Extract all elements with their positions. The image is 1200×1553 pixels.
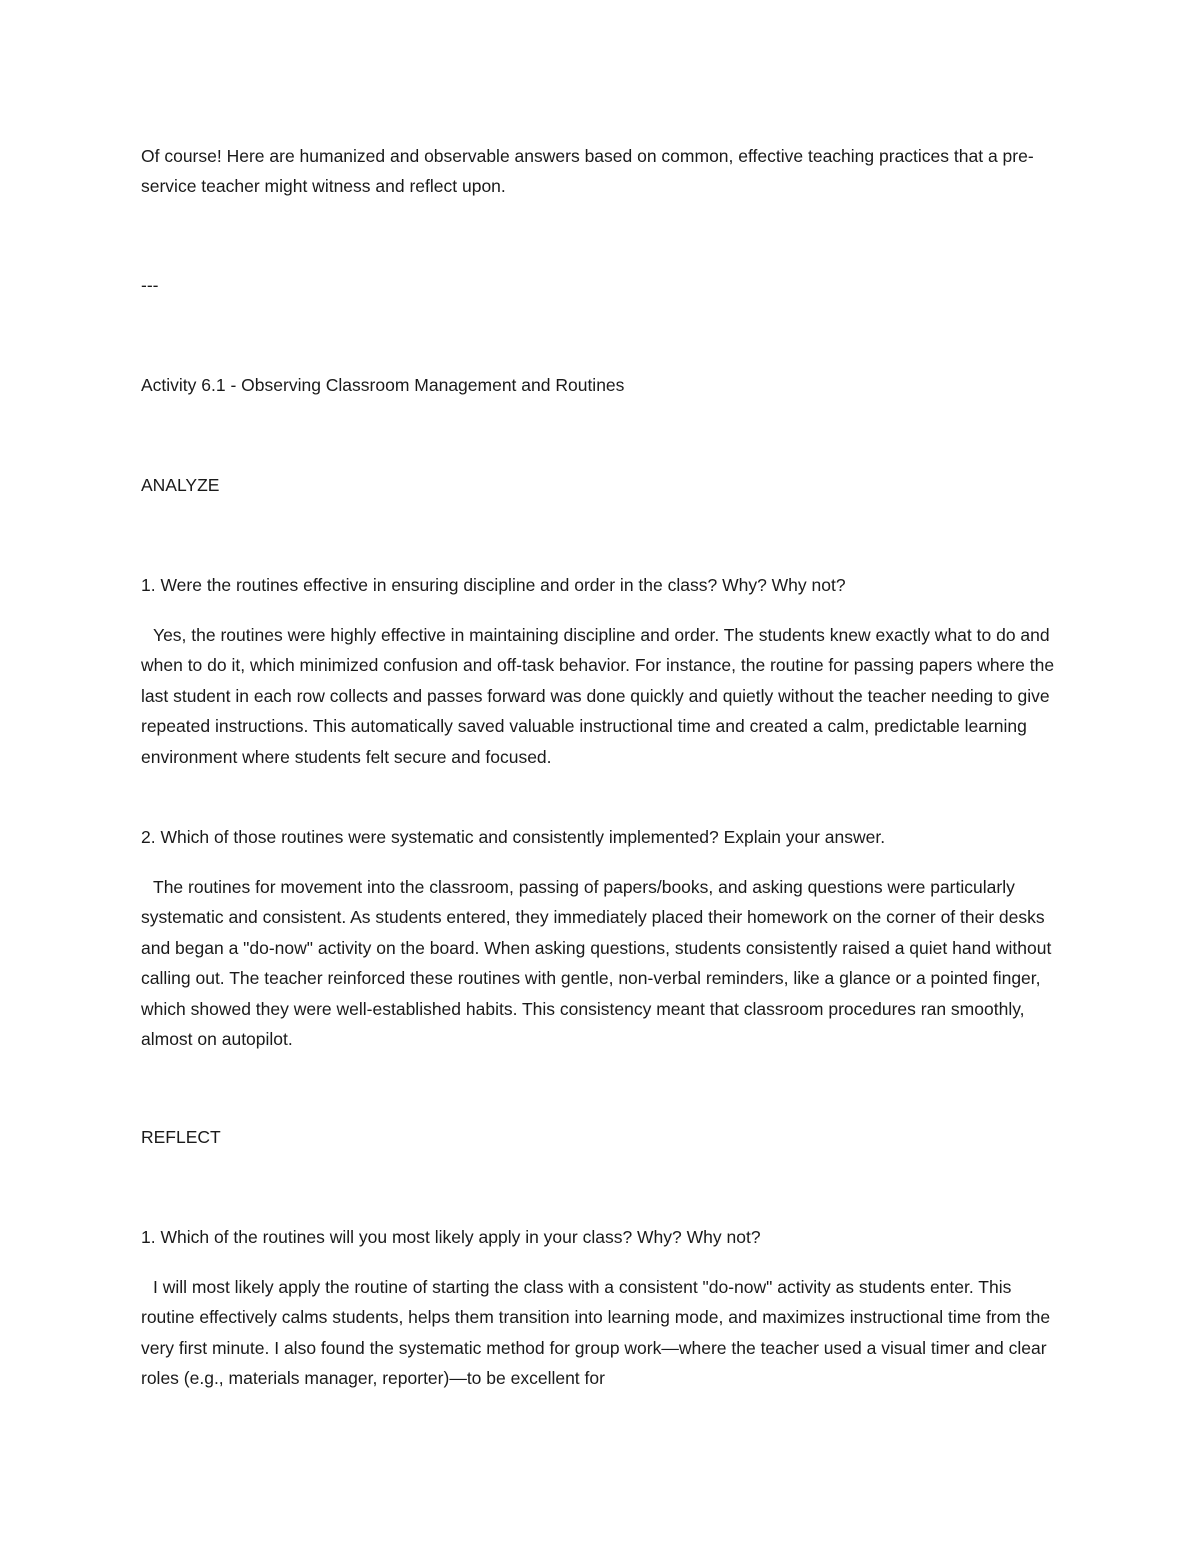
intro-paragraph bbox=[141, 141, 1066, 202]
separator-text: --- bbox=[141, 275, 159, 295]
analyze-question-1 bbox=[141, 570, 1066, 600]
reflect-question-1-text: 1. Which of the routines will you most likely apply in your class? Why? Why not? bbox=[141, 1227, 761, 1247]
analyze-heading-text: ANALYZE bbox=[141, 475, 220, 495]
analyze-answer-1-text: Yes, the routines were highly effective in maintaining discipline and order. The students knew exactly what to do and when to do it, which minimized confusion and off-task behavior. For instance, the routine for passing papers where the last student in each row collects and passes forward was done quickly and quietly without the teacher needing to give repeated instructions. This automatically saved valuable instructional time and created a calm, predictable learning environment where students felt secure and focused. bbox=[141, 625, 1055, 767]
analyze-question-2 bbox=[141, 822, 1066, 852]
activity-title bbox=[141, 370, 1066, 400]
analyze-question-1-text: 1. Were the routines effective in ensuring discipline and order in the class? Why? Why not? bbox=[141, 575, 846, 595]
analyze-answer-2 bbox=[141, 872, 1066, 1054]
reflect-heading bbox=[141, 1122, 1066, 1152]
separator bbox=[141, 270, 1066, 300]
intro-text: Of course! Here are humanized and observable answers based on common, effective teaching practices that a pre-service teacher might witness and reflect upon. bbox=[141, 146, 1034, 197]
analyze-question-2-text: 2. Which of those routines were systematic and consistently implemented? Explain your answer. bbox=[141, 827, 886, 847]
reflect-answer-1 bbox=[141, 1272, 1066, 1394]
reflect-question-1 bbox=[141, 1222, 1066, 1252]
reflect-answer-1-text: I will most likely apply the routine of starting the class with a consistent "do-now" activity as students enter. This routine effectively calms students, helps them transition into learning mode, and maximizes instructional time from the very first minute. I also found the systematic method for group work—where the teacher used a visual timer and clear roles (e.g., materials manager, reporter)—to be excellent for bbox=[141, 1277, 1051, 1389]
analyze-answer-1 bbox=[141, 620, 1066, 772]
analyze-heading bbox=[141, 470, 1066, 500]
reflect-heading-text: REFLECT bbox=[141, 1127, 221, 1147]
analyze-answer-2-text: The routines for movement into the classroom, passing of papers/books, and asking questions were particularly systematic and consistent. As students entered, they immediately placed their homework on the corner of their desks and began a "do-now" activity on the board. When asking questions, students consistently raised a quiet hand without calling out. The teacher reinforced these routines with gentle, non-verbal reminders, like a glance or a pointed finger, which showed they were well-established habits. This consistency meant that classroom procedures ran smoothly, almost on autopilot. bbox=[141, 877, 1052, 1050]
activity-title-text: Activity 6.1 - Observing Classroom Management and Routines bbox=[141, 375, 625, 395]
